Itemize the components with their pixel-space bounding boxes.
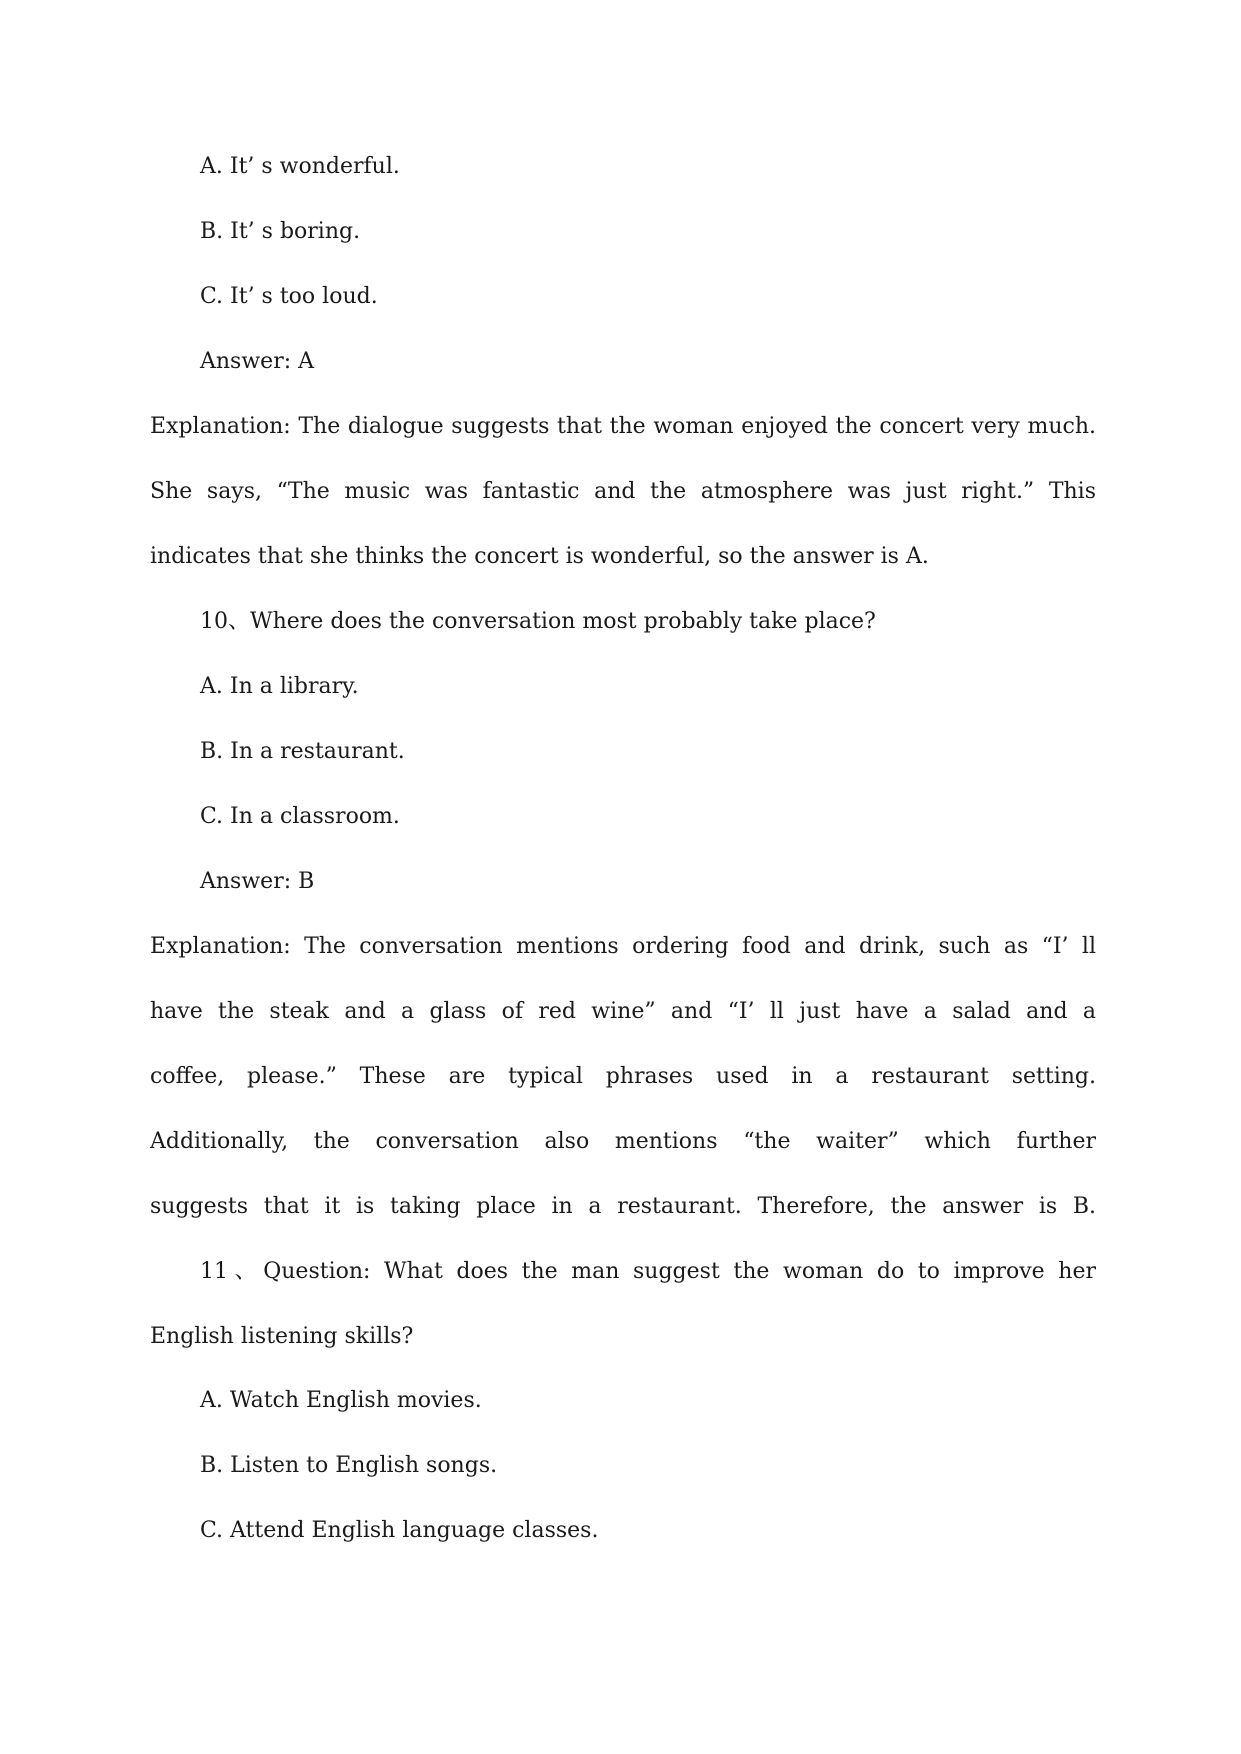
q9-explanation-line-3: indicates that she thinks the concert is wonderful, so the answer is A. bbox=[150, 544, 929, 569]
q10-option-a: A. In a library. bbox=[200, 674, 359, 699]
q9-option-c: C. It’ s too loud. bbox=[200, 284, 378, 309]
q9-option-b: B. It’ s boring. bbox=[200, 219, 361, 244]
q11-question-line-1: 11、Question: What does the man suggest the woman do to improve her bbox=[200, 1259, 1096, 1284]
q10-explanation-line-2: have the steak and a glass of red wine” and “I’ ll just have a salad and a bbox=[150, 999, 1096, 1024]
document-page bbox=[150, 0, 1096, 1754]
q9-explanation-line-2: She says, “The music was fantastic and the atmosphere was just right.” This bbox=[150, 479, 1096, 504]
q10-answer: Answer: B bbox=[200, 869, 315, 894]
q9-option-a: A. It’ s wonderful. bbox=[200, 154, 400, 179]
q9-answer: Answer: A bbox=[200, 349, 315, 374]
q9-explanation-line-1: Explanation: The dialogue suggests that the woman enjoyed the concert very much. bbox=[150, 414, 1096, 439]
q11-option-a: A. Watch English movies. bbox=[200, 1388, 482, 1413]
q10-question: 10、Where does the conversation most probably take place? bbox=[200, 609, 876, 634]
q10-option-c: C. In a classroom. bbox=[200, 804, 400, 829]
q10-explanation-line-5: suggests that it is taking place in a restaurant. Therefore, the answer is B. bbox=[150, 1194, 1096, 1219]
q10-option-b: B. In a restaurant. bbox=[200, 739, 405, 764]
q10-explanation-line-3: coffee, please.” These are typical phrases used in a restaurant setting. bbox=[150, 1064, 1096, 1089]
q11-question-line-2: English listening skills? bbox=[150, 1324, 414, 1349]
q11-option-b: B. Listen to English songs. bbox=[200, 1453, 498, 1478]
q10-explanation-line-1: Explanation: The conversation mentions ordering food and drink, such as “I’ ll bbox=[150, 934, 1096, 959]
q10-explanation-line-4: Additionally, the conversation also mentions “the waiter” which further bbox=[150, 1129, 1096, 1154]
q11-option-c: C. Attend English language classes. bbox=[200, 1518, 599, 1543]
